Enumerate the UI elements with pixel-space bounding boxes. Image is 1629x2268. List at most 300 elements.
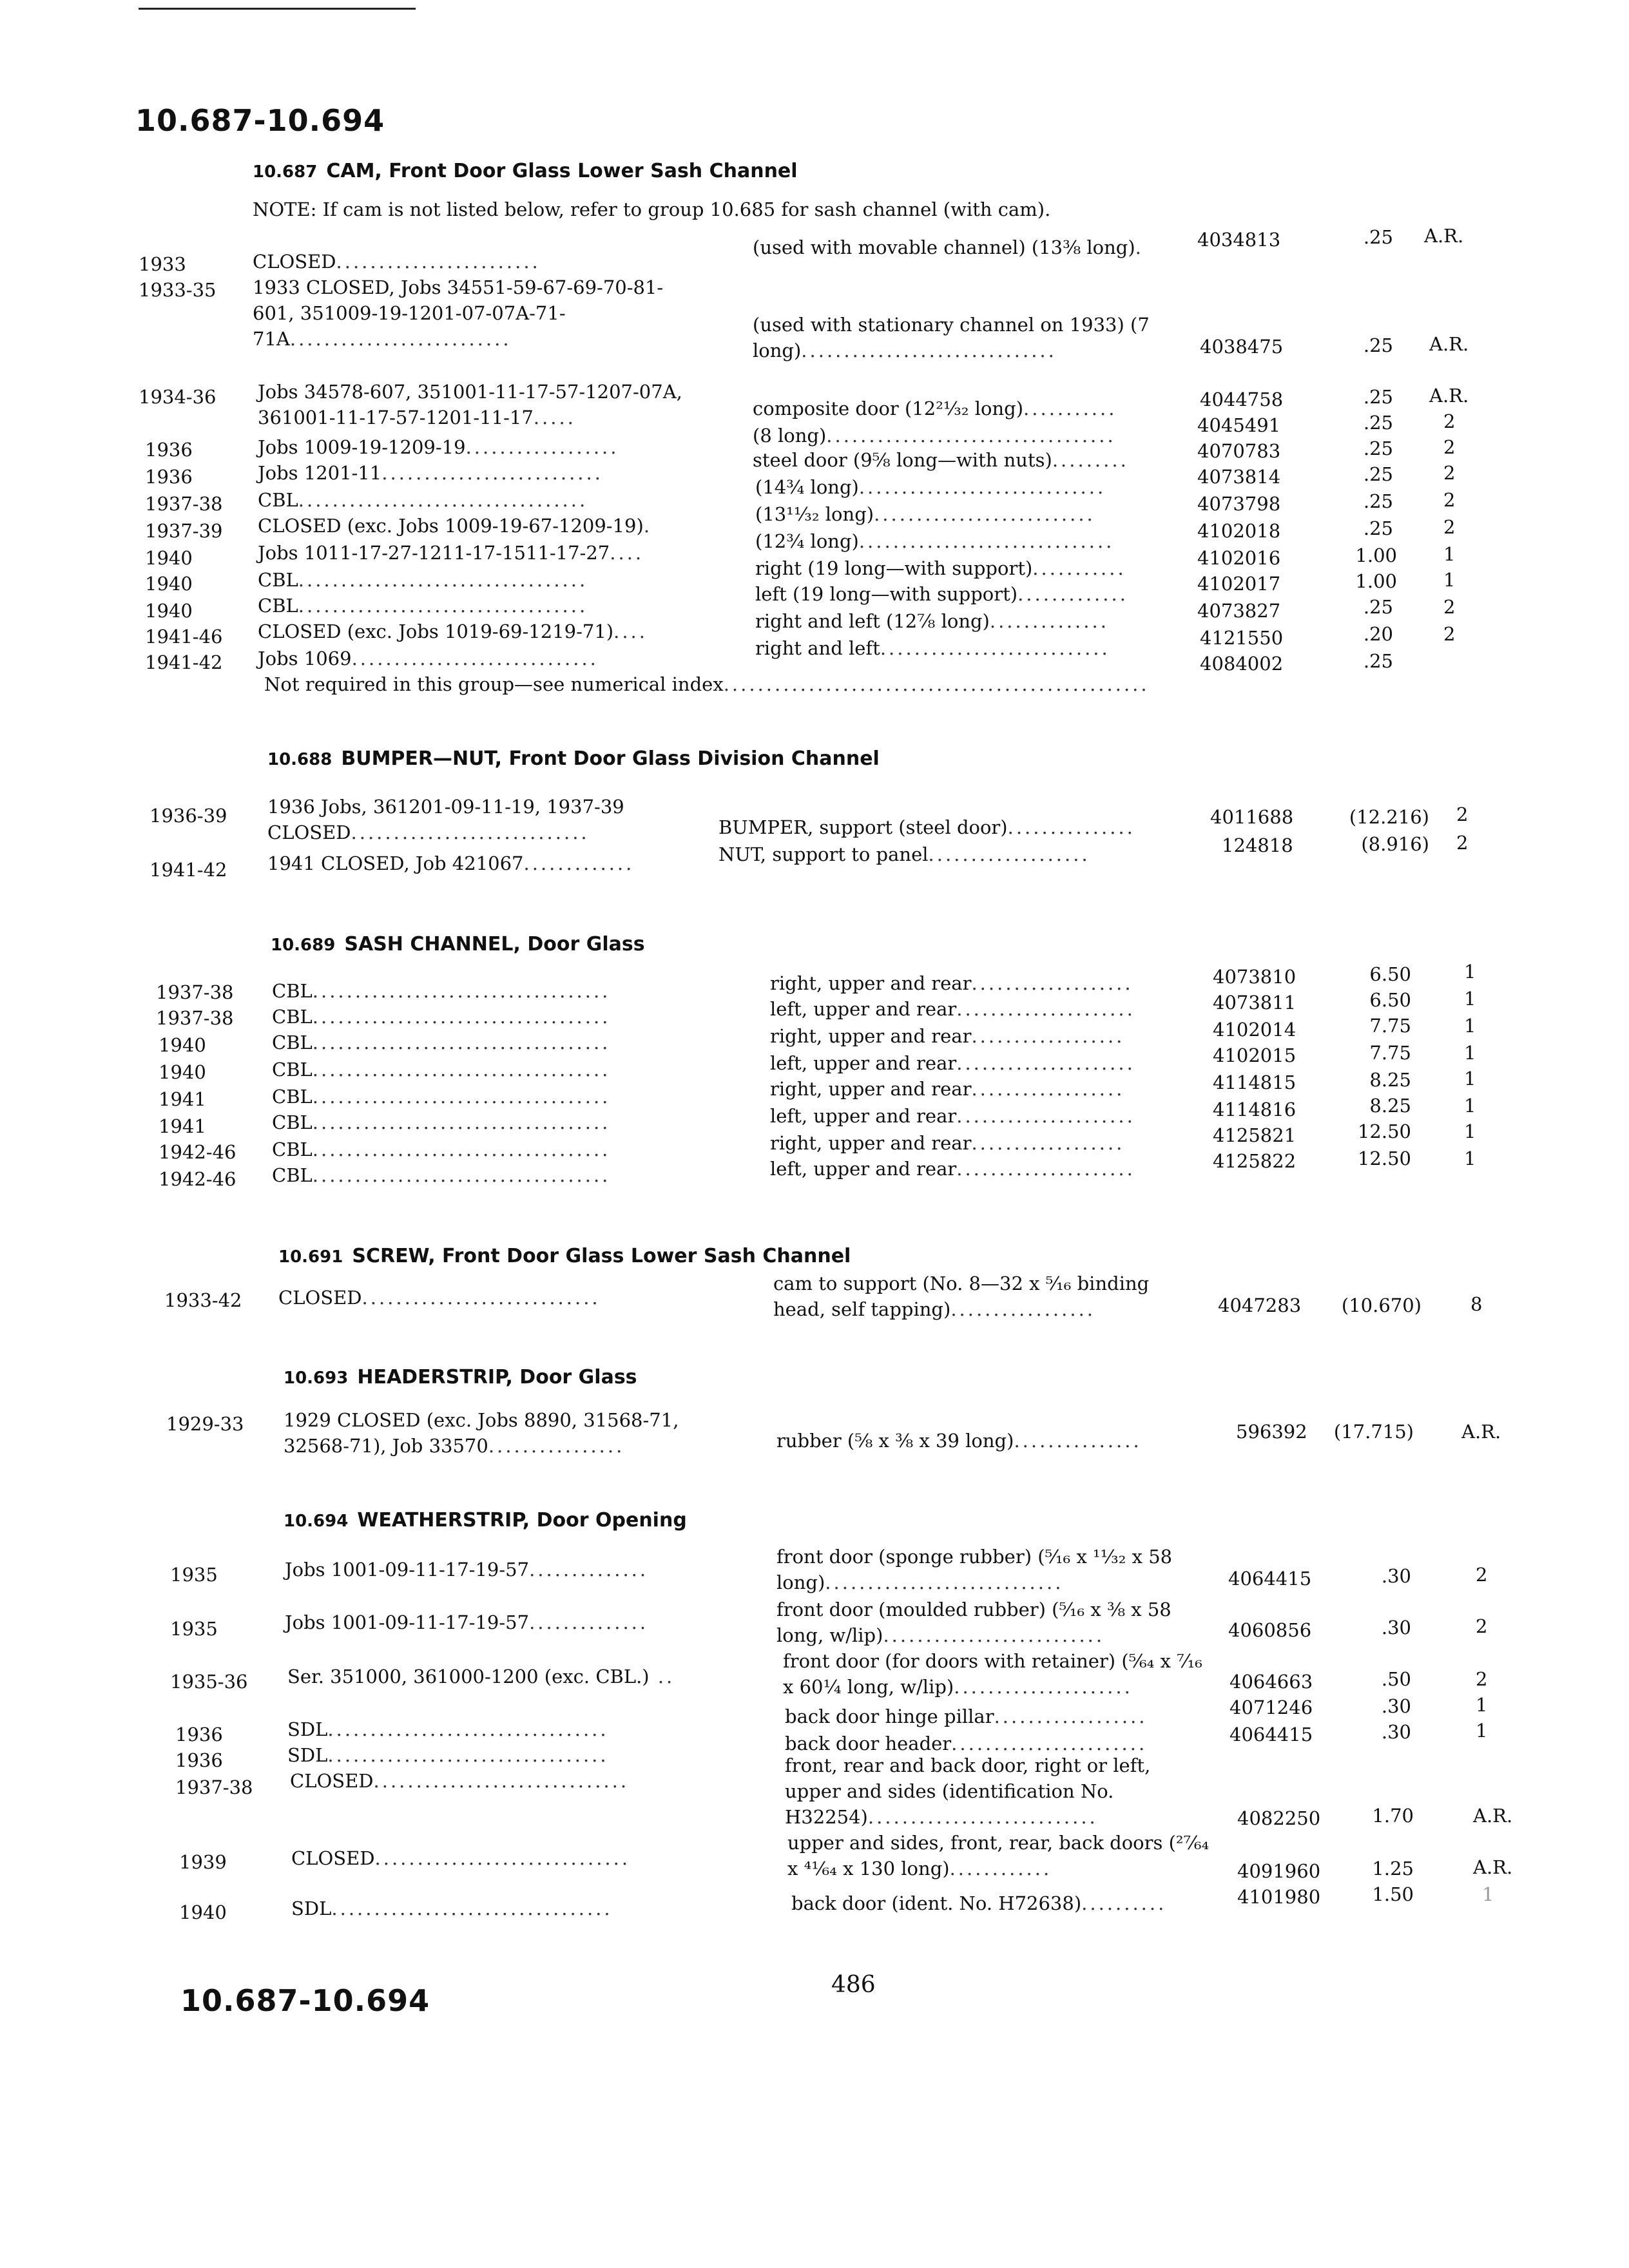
part-price: .50 [1381, 1668, 1411, 1690]
part-desc [753, 448, 1129, 472]
part-qty: 2 [1456, 803, 1469, 825]
part-price: 7.75 [1369, 1042, 1411, 1064]
part-desc [755, 610, 1109, 633]
part-desc [770, 972, 1133, 995]
app-text-label: 1933 CLOSED, Jobs 34551-59-67-69-70-81-601, 351009-19-1201-07-07A-71-71A [253, 276, 664, 350]
app-text-label: Jobs 1009-19-1209-19 [258, 436, 466, 458]
app-year: 1940 [159, 1034, 206, 1056]
leader-dots: .. [649, 1666, 675, 1687]
part-desc [770, 1024, 1124, 1048]
part-desc [753, 312, 1191, 363]
part-number: 4070783 [1197, 440, 1281, 462]
app-text [287, 1665, 675, 1688]
leader-dots: .................................. [298, 595, 588, 617]
part-desc-label: (14¾ long) [755, 476, 859, 498]
part-desc-label: cam to support (No. 8—32 x ⁵⁄₁₆ binding head, self tapping) [773, 1273, 1150, 1320]
part-desc-label: back door header [785, 1733, 952, 1754]
part-number: 596392 [1236, 1421, 1307, 1443]
leader-dots: ................. [950, 1298, 1096, 1320]
app-text [272, 1138, 610, 1161]
part-desc-label: left, upper and rear [770, 1052, 957, 1074]
part-desc-label: right, upper and rear [770, 1025, 972, 1047]
leader-dots: ................................... [312, 1006, 611, 1028]
app-text [258, 514, 652, 537]
part-number: 4064415 [1229, 1724, 1313, 1745]
part-number: 4011688 [1210, 806, 1294, 828]
part-desc [785, 1732, 1147, 1755]
part-price: .25 [1363, 412, 1393, 434]
part-desc [755, 530, 1114, 553]
part-desc-label: left, upper and rear [770, 998, 957, 1020]
app-text [267, 794, 686, 845]
part-desc-label: (8 long) [753, 425, 827, 447]
part-qty: 2 [1476, 1668, 1488, 1690]
part-desc [753, 235, 1178, 260]
part-qty: 2 [1456, 832, 1469, 854]
app-text-label: Jobs 1001-09-11-17-19-57 [285, 1559, 530, 1581]
app-text [285, 1558, 648, 1581]
part-desc [755, 637, 1110, 660]
part-qty: 1 [1476, 1720, 1488, 1742]
part-desc-label: front door (sponge rubber) (⁵⁄₁₆ x ¹¹⁄₃₂ x 58 long) [776, 1546, 1173, 1593]
app-text [258, 461, 603, 485]
part-desc [785, 1753, 1210, 1830]
part-number: 4060856 [1228, 1619, 1312, 1641]
leader-dots: ............................ [351, 822, 590, 843]
leader-dots: ................... [971, 972, 1133, 994]
part-desc [770, 997, 1135, 1021]
leader-dots: .................................. [298, 569, 588, 591]
part-qty: A.R. [1429, 333, 1469, 355]
leader-dots: ............... [1007, 816, 1135, 838]
part-desc [776, 1429, 1142, 1452]
leader-dots: ..... [533, 407, 576, 428]
part-number: 4073814 [1197, 466, 1281, 488]
app-year: 1936 [145, 466, 193, 488]
leader-dots: .............. [529, 1611, 649, 1633]
part-number: 4073811 [1213, 992, 1296, 1014]
part-desc-label: (used with stationary channel on 1933) (7 long) [753, 314, 1150, 361]
app-text [272, 1164, 610, 1187]
app-year: 1929-33 [166, 1413, 244, 1435]
group-number: 10.693 [284, 1369, 349, 1388]
part-number: 4045491 [1197, 414, 1281, 436]
part-qty: 8 [1470, 1293, 1483, 1315]
part-qty: 1 [1482, 1883, 1494, 1905]
app-year: 1935-36 [170, 1671, 248, 1693]
part-desc [753, 424, 1116, 447]
part-price: .25 [1363, 463, 1393, 485]
page-range-footer: 10.687-10.694 [180, 1983, 430, 2018]
app-text-label: CBL [272, 1111, 313, 1133]
part-desc-label: back door (ident. No. H72638) [791, 1892, 1082, 1914]
part-desc-label: front door (for doors with retainer) (⁵⁄₆₄ x ⁷⁄₁₆ x 60¼ long, w/lip) [783, 1650, 1202, 1698]
app-text-label: CLOSED [278, 1287, 362, 1309]
leader-dots: . [1135, 236, 1144, 258]
leader-dots: ............. [523, 852, 635, 874]
app-text-label: CBL [272, 980, 313, 1002]
app-text [258, 594, 588, 617]
part-price: .25 [1363, 386, 1393, 408]
app-text-label: Jobs 1001-09-11-17-19-57 [285, 1611, 530, 1633]
group-10-688-title [267, 747, 880, 770]
part-number: 4073827 [1197, 600, 1281, 622]
leader-dots: .................. [465, 436, 619, 458]
leader-dots: ..................... [956, 1105, 1135, 1127]
part-qty: 1 [1464, 1148, 1476, 1169]
part-desc-label: right, upper and rear [770, 972, 972, 994]
part-price: 8.25 [1369, 1095, 1411, 1117]
part-price: .30 [1381, 1565, 1411, 1587]
app-year: 1935 [170, 1618, 218, 1640]
part-number: 4091960 [1237, 1860, 1321, 1882]
group-title: CAM, Front Door Glass Lower Sash Channel [326, 160, 798, 182]
leader-dots: .............. [529, 1559, 649, 1581]
app-text [258, 379, 683, 430]
app-year: 1939 [179, 1851, 227, 1873]
part-qty: 1 [1464, 1068, 1476, 1090]
leader-dots: ................................. [327, 1744, 609, 1766]
app-year: 1940 [145, 600, 193, 622]
part-number: 4071246 [1229, 1696, 1313, 1718]
group-number: 10.691 [278, 1247, 343, 1267]
part-price: 1.00 [1355, 570, 1397, 592]
part-qty: 1 [1464, 988, 1476, 1010]
part-desc-label: (used with movable channel) (13⅜ long) [753, 236, 1135, 258]
part-number: 4064415 [1228, 1568, 1312, 1590]
part-number: 4082250 [1237, 1807, 1321, 1829]
group-title: SCREW, Front Door Glass Lower Sash Channel [352, 1245, 851, 1267]
app-year: 1933 [139, 253, 186, 275]
part-qty: 1 [1464, 1095, 1476, 1117]
leader-dots: .......................... [883, 1624, 1105, 1646]
part-price: .25 [1363, 334, 1393, 356]
part-price: 1.00 [1355, 544, 1397, 566]
part-qty: 1 [1464, 1120, 1476, 1142]
app-text-label: SDL [287, 1718, 328, 1740]
part-number: 4125821 [1213, 1124, 1296, 1146]
leader-dots: .................. [971, 1132, 1125, 1154]
part-desc [770, 1131, 1124, 1155]
part-desc [783, 1648, 1208, 1700]
app-text-label: Jobs 1069 [258, 648, 352, 669]
app-year: 1940 [145, 573, 193, 595]
leader-dots: .................. [971, 1025, 1125, 1047]
part-desc-label: BUMPER, support (steel door) [718, 816, 1008, 838]
app-text-label: CBL [272, 1164, 313, 1186]
part-price: .25 [1363, 596, 1393, 618]
group-title: WEATHERSTRIP, Door Opening [357, 1509, 687, 1532]
part-number: 4073810 [1213, 966, 1296, 988]
part-desc-label: back door hinge pillar [785, 1706, 994, 1727]
leader-dots: .... [613, 620, 648, 642]
app-text [278, 1286, 601, 1309]
app-text [272, 1058, 610, 1081]
group-number: 10.688 [267, 750, 333, 769]
leader-dots: ................................... [312, 1139, 611, 1160]
app-text-label: CLOSED (exc. Jobs 1019-69-1219-71) [258, 620, 614, 642]
part-desc [787, 1830, 1213, 1881]
leader-dots: .............................. [801, 340, 1057, 361]
app-text [291, 1897, 613, 1920]
group-number: 10.689 [271, 936, 336, 955]
part-number: 4101980 [1237, 1886, 1321, 1908]
part-desc [773, 1271, 1199, 1322]
leader-dots: ........... [1023, 398, 1117, 419]
part-desc [755, 557, 1126, 580]
part-price: .30 [1381, 1695, 1411, 1717]
part-desc [718, 843, 1090, 866]
app-text-label: CLOSED [290, 1770, 374, 1792]
part-price: .20 [1363, 623, 1393, 645]
part-number: 4102015 [1213, 1044, 1296, 1066]
part-number: 124818 [1222, 834, 1293, 856]
part-number: 4114816 [1213, 1099, 1296, 1120]
app-text-label: 1941 CLOSED, Job 421067 [267, 852, 524, 874]
part-qty: 2 [1443, 436, 1456, 458]
app-text-label: SDL [287, 1744, 328, 1766]
part-number: 4044758 [1200, 389, 1284, 410]
app-text-label: CLOSED [253, 251, 336, 273]
leader-dots: ..................... [956, 1158, 1135, 1180]
app-text [272, 1031, 610, 1054]
part-price: (10.670) [1341, 1294, 1422, 1316]
part-price: (8.916) [1361, 833, 1429, 855]
part-desc [791, 1892, 1166, 1915]
part-price: .25 [1363, 226, 1393, 248]
part-desc [755, 582, 1128, 606]
app-text-label: CBL [272, 1086, 313, 1108]
leader-dots: ............................ [825, 1571, 1064, 1593]
part-desc-label: (13¹¹⁄₃₂ long) [755, 503, 874, 525]
part-price: 12.50 [1357, 1148, 1411, 1169]
leader-dots: .................................. [826, 425, 1116, 447]
part-desc-label: steel door (9⅝ long—with nuts) [753, 449, 1052, 471]
leader-dots: ........................... [867, 1806, 1098, 1828]
group-title: SASH CHANNEL, Door Glass [344, 933, 645, 956]
group-10-687-note: NOTE: If cam is not listed below, refer to group 10.685 for sash channel (with cam). [253, 198, 1051, 220]
group-10-691-title [278, 1245, 851, 1267]
leader-dots: .................. [994, 1706, 1148, 1727]
part-price: 8.25 [1369, 1069, 1411, 1091]
app-text [272, 979, 610, 1003]
leader-dots: ....................... [951, 1733, 1148, 1754]
leader-dots: ............... [1014, 1430, 1142, 1452]
app-text [258, 488, 588, 512]
app-year: 1941-42 [145, 651, 223, 673]
app-year: 1940 [179, 1901, 227, 1923]
app-text-label: 1929 CLOSED (exc. Jobs 8890, 31568-71, 32568-71), Job 33570 [284, 1409, 679, 1457]
part-desc [785, 1705, 1148, 1728]
part-price: .30 [1381, 1721, 1411, 1743]
part-number: 4102016 [1197, 547, 1281, 569]
app-text-label: CBL [258, 489, 298, 511]
part-desc-label: composite door (12²¹⁄₃₂ long) [753, 398, 1024, 419]
part-desc-label: right and left [755, 637, 880, 659]
leader-dots: ................................... [312, 1032, 611, 1053]
app-text [267, 852, 634, 875]
top-rule [139, 8, 416, 10]
group-10-694-title [284, 1509, 687, 1532]
leader-dots: ............ [949, 1858, 1052, 1879]
group-title: BUMPER—NUT, Front Door Glass Division Channel [341, 747, 880, 770]
group-10-687-title [253, 160, 798, 182]
app-text [258, 647, 599, 670]
part-qty: A.R. [1429, 385, 1469, 407]
part-price: 1.70 [1372, 1805, 1414, 1827]
app-text [258, 620, 648, 643]
part-price: 1.25 [1372, 1858, 1414, 1879]
leader-dots: .................................................. [723, 673, 1150, 695]
app-year: 1936 [175, 1724, 223, 1745]
part-qty: 1 [1443, 569, 1456, 591]
not-required-note [264, 673, 1150, 696]
part-qty: 2 [1443, 623, 1456, 645]
app-year: 1941 [159, 1115, 206, 1137]
group-title: HEADERSTRIP, Door Glass [357, 1366, 637, 1389]
part-desc-label: left, upper and rear [770, 1158, 957, 1180]
part-qty: 2 [1443, 596, 1456, 618]
part-price: (12.216) [1349, 806, 1429, 828]
part-qty: 1 [1476, 1694, 1488, 1716]
part-qty: 1 [1443, 543, 1456, 565]
part-qty: 2 [1443, 462, 1456, 484]
part-qty: 2 [1443, 516, 1456, 538]
part-price: .25 [1363, 490, 1393, 512]
leader-dots: .................................. [298, 489, 588, 511]
app-text-label: Ser. 351000, 361000-1200 (exc. CBL.) [287, 1666, 650, 1687]
leader-dots: .......................... [289, 328, 512, 350]
part-desc-label: upper and sides, front, rear, back doors (²⁷⁄₆₄ x ⁴¹⁄₆₄ x 130 long) [787, 1832, 1210, 1879]
part-number: 4114815 [1213, 1072, 1296, 1093]
part-desc-label: rubber (⅝ x ⅜ x 39 long) [776, 1430, 1014, 1452]
app-year: 1941-46 [145, 626, 223, 648]
part-qty: 1 [1464, 961, 1476, 983]
part-number: 4102017 [1197, 573, 1281, 595]
app-text-label: Jobs 1201-11 [258, 462, 382, 484]
app-text [253, 274, 678, 352]
leader-dots: ..................... [956, 998, 1135, 1020]
app-text [287, 1744, 609, 1767]
leader-dots: .... [610, 542, 644, 564]
part-price: .25 [1363, 517, 1393, 539]
part-number: 4034813 [1197, 229, 1281, 251]
leader-dots: .................. [971, 1078, 1125, 1100]
part-price: 1.50 [1372, 1883, 1414, 1905]
leader-dots: ........................... [880, 637, 1110, 659]
part-desc-label: right, upper and rear [770, 1078, 972, 1100]
app-text [272, 1111, 610, 1134]
part-desc [770, 1052, 1135, 1075]
part-price: 6.50 [1369, 989, 1411, 1011]
app-text [258, 568, 588, 591]
app-year: 1936 [175, 1749, 223, 1771]
app-year: 1941-42 [149, 859, 227, 881]
leader-dots: ........... [1032, 557, 1126, 579]
not-required-label: Not required in this group—see numerical index [264, 673, 724, 695]
app-text [285, 1611, 648, 1634]
part-desc-label: (12¾ long) [755, 530, 859, 552]
app-text-label: CBL [272, 1139, 313, 1160]
app-text [290, 1769, 629, 1792]
page-number: 486 [831, 1972, 876, 1998]
part-desc-label: front door (moulded rubber) (⁵⁄₁₆ x ⅜ x 58 long, w/lip) [776, 1599, 1171, 1646]
app-year: 1937-38 [156, 1007, 234, 1029]
app-year: 1937-38 [145, 493, 223, 515]
leader-dots: ............................. [858, 476, 1106, 498]
app-text [272, 1085, 610, 1108]
leader-dots: ................................... [312, 1111, 611, 1133]
app-text-label: CBL [258, 595, 298, 617]
part-number: 4084002 [1200, 653, 1284, 675]
leader-dots: ..................... [954, 1676, 1133, 1698]
part-qty: 2 [1476, 1564, 1488, 1586]
part-desc-label: left, upper and rear [770, 1105, 957, 1127]
leader-dots: ................................... [312, 1086, 611, 1108]
leader-dots: ......... [1052, 449, 1129, 471]
part-desc [718, 816, 1135, 839]
leader-dots: ................ [488, 1435, 625, 1457]
app-year: 1935 [170, 1564, 218, 1586]
app-text [284, 1407, 709, 1459]
app-text-label: 1936 Jobs, 361201-09-11-19, 1937-39 CLOSED [267, 796, 624, 843]
leader-dots: ................... [928, 843, 1090, 865]
part-price: .25 [1363, 437, 1393, 459]
leader-dots: ................................. [331, 1898, 613, 1919]
app-text [291, 1847, 630, 1870]
app-text [253, 249, 665, 274]
leader-dots: ............................. [351, 648, 599, 669]
part-qty: 2 [1443, 410, 1456, 432]
part-qty: A.R. [1473, 1856, 1513, 1878]
leader-dots: ............. [1017, 583, 1128, 605]
part-number: 4102014 [1213, 1019, 1296, 1041]
part-desc [776, 1544, 1202, 1595]
leader-dots: . [643, 515, 653, 537]
leader-dots: .......... [1081, 1892, 1167, 1914]
app-text-label: CBL [272, 1059, 313, 1081]
part-price: 7.75 [1369, 1015, 1411, 1037]
leader-dots: ........................ [336, 251, 541, 273]
part-price: .30 [1381, 1617, 1411, 1639]
group-number: 10.694 [284, 1512, 349, 1531]
part-price: 12.50 [1357, 1120, 1411, 1142]
app-text-label: CBL [258, 569, 298, 591]
part-number: 4125822 [1213, 1150, 1296, 1172]
leader-dots: ..................... [956, 1052, 1135, 1074]
part-desc [755, 476, 1106, 499]
app-text-label: CLOSED [291, 1847, 375, 1869]
app-year: 1940 [145, 547, 193, 569]
part-qty: 2 [1443, 489, 1456, 511]
app-text [258, 541, 644, 564]
app-year: 1942-46 [159, 1168, 236, 1190]
app-text-label: CLOSED (exc. Jobs 1009-19-67-1209-19) [258, 515, 644, 537]
part-desc-label: right, upper and rear [770, 1132, 972, 1154]
app-year: 1940 [159, 1061, 206, 1083]
app-text [258, 436, 619, 459]
part-number: 4038475 [1200, 336, 1284, 358]
part-qty: 1 [1464, 1042, 1476, 1064]
page-range-header: 10.687-10.694 [135, 103, 385, 138]
part-number: 4073798 [1197, 493, 1281, 515]
part-desc-label: left (19 long—with support) [755, 583, 1018, 605]
group-10-689-title [271, 933, 645, 956]
leader-dots: ................................. [327, 1718, 609, 1740]
app-year: 1941 [159, 1088, 206, 1110]
part-desc [770, 1104, 1135, 1128]
app-year: 1936-39 [149, 805, 227, 827]
